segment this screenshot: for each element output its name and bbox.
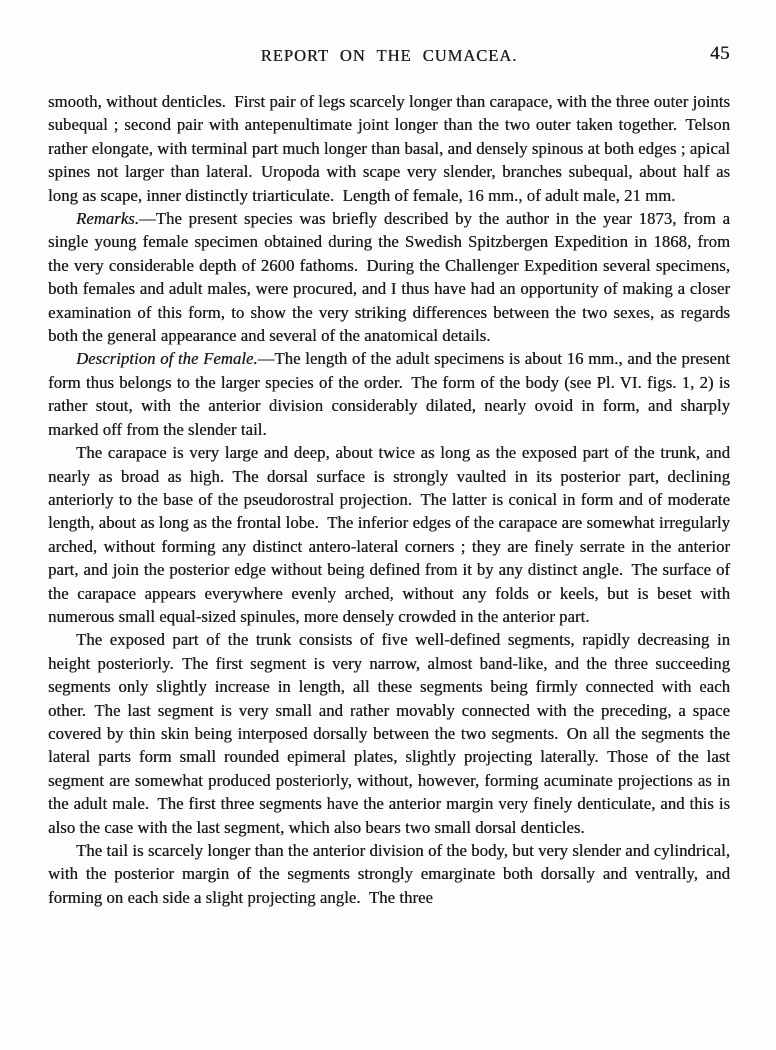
running-title: REPORT ON THE CUMACEA. bbox=[260, 46, 518, 65]
paragraph-text: The tail is scarcely longer than the anterior division of the body, but very slender and cylindrical, with the posterior margin of the segments strongly emarginate both dorsally and ventrally, and forming on each side a slight projecting angle. The three bbox=[48, 841, 730, 907]
paragraph-trunk-segments bbox=[48, 628, 730, 839]
page-header bbox=[48, 43, 730, 68]
paragraph-text: smooth, without denticles. First pair of legs scarcely longer than carapace, with the three outer joints subequal ; second pair with antepenultimate joint longer than the two outer taken together. Telson rather elongate, with terminal part much longer than basal, and densely spinous at both edges ; apical spines not larger than lateral. Uropoda with scape very slender, branches subequal, about half as long as scape, inner distinctly triarticulate. Length of female, 16 mm., of adult male, 21 mm. bbox=[48, 92, 730, 205]
paragraph-tail bbox=[48, 839, 730, 909]
paragraph-text: —The length of the adult specimens is about 16 mm., and the present form thus belongs to the larger species of the order. The form of the body (see Pl. VI. figs. 1, 2) is rather stout, with the anterior division considerably dilated, nearly ovoid in form, and sharply marked off from the slender tail. bbox=[48, 349, 730, 439]
paragraph-continuation bbox=[48, 90, 730, 207]
paragraph-text: The carapace is very large and deep, about twice as long as the exposed part of the trunk, and nearly as broad as high. The dorsal surface is strongly vaulted in its posterior part, declining anteriorly to the base of the pseudorostral projection. The latter is conical in form and of moderate length, about as long as the frontal lobe. The inferior edges of the carapace are somewhat irregularly arched, without forming any distinct antero-lateral corners ; they are finely serrate in the anterior part, and join the posterior edge without being defined from it by any distinct angle. The surface of the carapace appears everywhere evenly arched, without any folds or keels, but is beset with numerous small equal-sized spinules, more densely crowded in the anterior part. bbox=[48, 443, 730, 626]
page-number: 45 bbox=[710, 43, 730, 64]
paragraph-description-of-female bbox=[48, 347, 730, 441]
paragraph-text: The exposed part of the trunk consists of five well-defined segments, rapidly decreasing in height posteriorly. The first segment is very narrow, almost band-like, and the three succeeding segments only slightly increase in length, all these segments being firmly connected with each other. The last segment is very small and rather movably connected with the preceding, a space covered by thin skin being interposed dorsally between the two segments. On all the segments the lateral parts form small rounded epimeral plates, slightly projecting laterally. Those of the last segment are somewhat produced posteriorly, without, however, forming acuminate projections as in the adult male. The first three segments have the anterior margin very finely denticulate, and this is also the case with the last segment, which also bears two small dorsal denticles. bbox=[48, 630, 730, 837]
paragraph-carapace bbox=[48, 441, 730, 628]
paragraph-remarks bbox=[48, 207, 730, 347]
paragraph-lead-italic: Description of the Female. bbox=[76, 349, 258, 369]
paragraph-lead-italic: Remarks. bbox=[76, 209, 140, 229]
page-body bbox=[48, 90, 730, 909]
paragraph-text: —The present species was briefly described by the author in the year 1873, from a single young female specimen obtained during the Swedish Spitzbergen Expedition in 1868, from the very considerable depth of 2600 fathoms. During the Challenger Expedition several specimens, both females and adult males, were procured, and I thus have had an opportunity of making a closer examination of this form, to show the very striking differences between the two sexes, as regards both the general appearance and several of the anatomical details. bbox=[48, 209, 730, 346]
